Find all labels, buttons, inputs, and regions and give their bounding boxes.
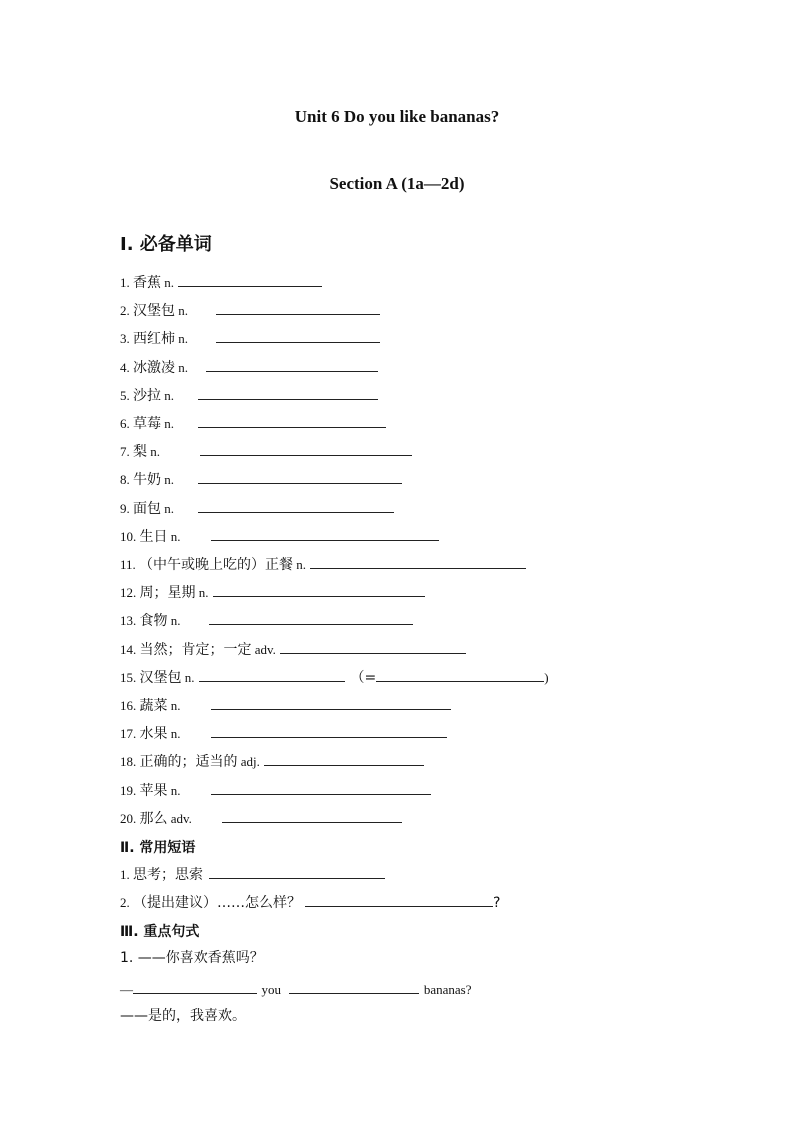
vocab-item: [120, 723, 447, 743]
answer-blank[interactable]: [198, 413, 386, 428]
chinese-meaning: 梨: [133, 444, 147, 461]
item-number: 19.: [120, 782, 140, 798]
question-mark: ?: [493, 895, 501, 911]
item-number: 18.: [120, 754, 140, 770]
chinese-meaning: 食物: [139, 613, 168, 630]
answer-blank[interactable]: [216, 328, 380, 343]
item-number: 16.: [120, 698, 140, 713]
chinese-meaning: 西红柿: [133, 331, 175, 348]
vocab-item: [120, 526, 439, 546]
item-number: 13.: [120, 613, 140, 629]
answer-blank[interactable]: [198, 469, 402, 484]
answer-blank[interactable]: [211, 695, 451, 710]
vocab-item: [120, 751, 424, 771]
part-of-speech: n.: [167, 782, 181, 798]
chinese-meaning: 苹果: [139, 782, 168, 799]
answer-blank[interactable]: [198, 385, 378, 400]
part-of-speech: n.: [161, 416, 174, 431]
chinese-meaning: 面包: [133, 500, 161, 517]
item-number: 8.: [120, 472, 133, 488]
chinese-meaning: 周；星期: [139, 585, 196, 602]
answer-blank[interactable]: [211, 723, 447, 738]
answer-blank[interactable]: [200, 441, 412, 456]
part-of-speech: n.: [161, 275, 174, 290]
item-number: 5.: [120, 387, 133, 403]
part-of-speech: n.: [161, 500, 174, 516]
answer-blank[interactable]: [305, 892, 493, 907]
vocab-item: [120, 808, 402, 828]
part-of-speech: n.: [167, 698, 181, 713]
vocab-item: [120, 780, 431, 800]
vocab-item: [120, 554, 526, 574]
item-number: 2.: [120, 895, 133, 910]
chinese-meaning: （中午或晚上吃的）正餐: [139, 557, 294, 573]
answer-blank[interactable]: [376, 667, 544, 682]
item-number: 20.: [120, 810, 140, 826]
item-number: 17.: [120, 726, 140, 742]
vocab-item: [120, 441, 412, 461]
answer-blank[interactable]: [198, 498, 394, 513]
chinese-meaning: 当然；肯定；一定: [139, 641, 252, 658]
equals-paren: （=: [350, 669, 377, 686]
item-number: 12.: [120, 585, 140, 601]
answer-blank[interactable]: [209, 610, 413, 625]
part-of-speech: n.: [167, 726, 181, 742]
chinese-meaning: 冰激凌: [133, 359, 175, 376]
item-number: 11.: [120, 557, 140, 572]
vocab-item: [120, 413, 386, 433]
item-number: 1.: [120, 275, 133, 290]
item-number: 3.: [120, 331, 133, 347]
section-title: Section A (1a—2d): [329, 174, 465, 193]
chinese-meaning: 草莓: [133, 416, 161, 432]
part-of-speech: n.: [181, 669, 195, 685]
chinese-meaning: 思考；思索: [133, 867, 203, 883]
part-of-speech: n.: [161, 387, 174, 403]
item-number: 4.: [120, 359, 133, 375]
chinese-meaning: 牛奶: [133, 472, 161, 489]
vocab-item: [120, 300, 380, 320]
item-number: 10.: [120, 528, 140, 544]
chinese-meaning: 汉堡包: [133, 303, 175, 320]
answer-blank[interactable]: [222, 808, 402, 823]
part-of-speech: adj.: [237, 754, 260, 770]
answer-blank[interactable]: [289, 979, 419, 994]
chinese-meaning: 汉堡包: [139, 669, 182, 686]
phrase-item: [120, 892, 500, 912]
part-of-speech: n.: [175, 359, 188, 375]
item-number: 7.: [120, 444, 133, 460]
word-bananas: bananas?: [423, 982, 472, 997]
part-of-speech: n.: [167, 613, 181, 629]
item-number: 15.: [120, 669, 140, 685]
sentence-prompt: 1. ——你喜欢香蕉吗？: [120, 950, 264, 966]
answer-blank[interactable]: [133, 979, 257, 994]
vocab-item: [120, 385, 378, 405]
part-of-speech: n.: [147, 444, 160, 460]
item-number: 9.: [120, 500, 133, 516]
vocab-item: [120, 695, 451, 715]
part-of-speech: n.: [293, 557, 307, 572]
answer-blank[interactable]: [264, 751, 424, 766]
unit-title: Unit 6 Do you like bananas?: [294, 107, 500, 126]
vocab-item: [120, 272, 322, 292]
answer-blank[interactable]: [213, 582, 425, 597]
answer-blank[interactable]: [280, 639, 466, 654]
vocab-item: [120, 582, 425, 602]
phrase-item: [120, 864, 385, 884]
word-you: you: [261, 982, 281, 997]
item-number: 2.: [120, 303, 133, 319]
part2-heading: Ⅱ. 常用短语: [120, 840, 196, 856]
item-number: 1.: [120, 867, 133, 882]
chinese-meaning: 生日: [139, 528, 168, 545]
answer-blank[interactable]: [216, 300, 380, 315]
vocab-item: [120, 357, 378, 377]
sentence-question-line: [120, 979, 472, 999]
vocab-item: [120, 328, 380, 348]
part-of-speech: n.: [161, 472, 174, 488]
chinese-meaning: 水果: [139, 726, 168, 743]
vocab-item: [120, 469, 402, 489]
chinese-meaning: 沙拉: [133, 387, 161, 404]
chinese-meaning: 蔬菜: [139, 698, 168, 714]
answer-blank[interactable]: [310, 554, 526, 569]
vocab-item: [120, 610, 413, 630]
vocab-item: [120, 498, 394, 518]
part-of-speech: n.: [175, 331, 188, 347]
sentence-answer: ——是的，我喜欢。: [120, 1008, 246, 1024]
part-of-speech: adv.: [167, 810, 192, 826]
vocab-item: [120, 667, 549, 687]
part-of-speech: n.: [195, 585, 209, 601]
part3-heading: Ⅲ. 重点句式: [120, 924, 200, 940]
answer-blank[interactable]: [178, 272, 322, 287]
part-of-speech: adv.: [251, 641, 276, 657]
answer-blank[interactable]: [209, 864, 385, 879]
vocab-item: [120, 639, 466, 659]
answer-blank[interactable]: [211, 526, 439, 541]
answer-blank[interactable]: [211, 780, 431, 795]
chinese-meaning: （提出建议）……怎么样？: [133, 895, 301, 911]
close-paren: ): [544, 669, 549, 685]
chinese-meaning: 香蕉: [133, 275, 161, 291]
chinese-meaning: 那么: [139, 810, 168, 827]
chinese-meaning: 正确的；适当的: [139, 754, 238, 771]
part1-heading: Ⅰ. 必备单词: [120, 234, 212, 255]
answer-blank[interactable]: [206, 357, 378, 372]
answer-blank[interactable]: [199, 667, 345, 682]
part-of-speech: n.: [167, 528, 181, 544]
item-number: 14.: [120, 641, 140, 657]
dash: —: [120, 982, 133, 997]
item-number: 6.: [120, 416, 133, 431]
part-of-speech: n.: [175, 303, 188, 319]
